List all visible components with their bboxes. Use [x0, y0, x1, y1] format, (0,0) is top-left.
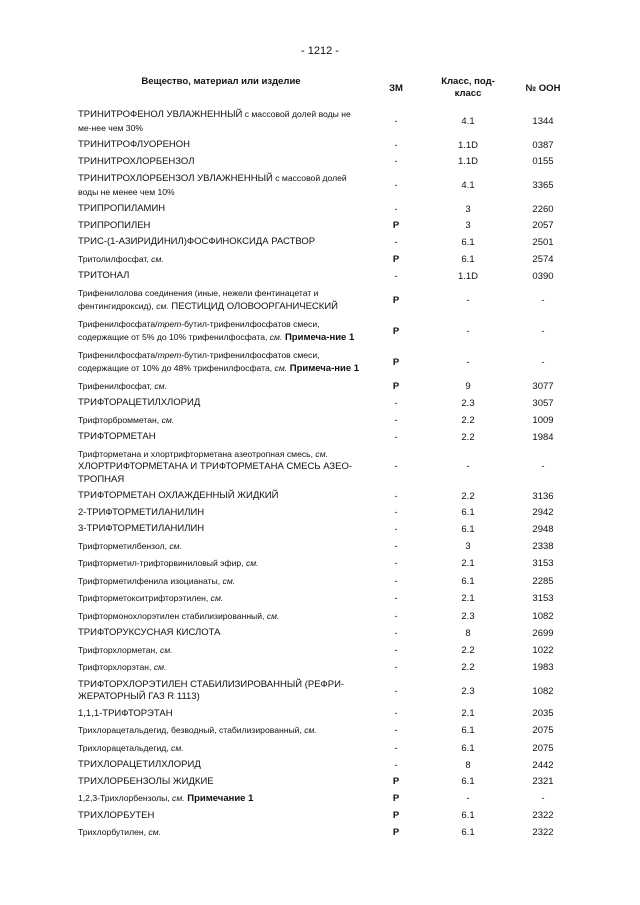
substance-name	[78, 505, 364, 522]
class-cell: 6.1	[461, 507, 475, 519]
header-zm: ЗМ	[389, 83, 403, 94]
substance-text: Примеча-ние 1	[282, 332, 355, 343]
table-row	[78, 395, 578, 412]
substance-text: см.	[161, 414, 175, 425]
un-number-cell: -	[541, 356, 545, 368]
table-row	[78, 706, 578, 723]
class-cell: -	[466, 325, 470, 337]
class-cell: 3	[465, 220, 471, 232]
zm-cell: Р	[392, 220, 400, 232]
table-row	[78, 573, 578, 591]
substance-text: ТРИФТОРМЕТАН ОХЛАЖДЕННЫЙ ЖИДКИЙ	[78, 490, 279, 501]
un-number-cell: 2322	[532, 810, 554, 822]
header-un-number: № ООН	[525, 83, 561, 94]
table-row	[78, 740, 578, 758]
un-number-cell: 2948	[532, 523, 554, 535]
substance-text: Трифторметилбензол,	[78, 540, 170, 551]
table-row	[78, 429, 578, 446]
un-number-cell: 3136	[532, 490, 554, 502]
zm-cell: -	[394, 759, 398, 771]
zm-cell: -	[394, 610, 398, 622]
un-number-cell: 3365	[532, 180, 554, 191]
substance-text: ТРИФТОРУКСУСНАЯ КИСЛОТА	[78, 627, 221, 638]
substance-name	[78, 740, 364, 758]
table-row	[78, 170, 578, 201]
substance-text: ХЛОРТРИФТОРМЕТАНА И ТРИФТОРМЕТАНА СМЕСЬ АЗЕО-ТРОПНАЯ	[78, 461, 353, 485]
table-row	[78, 538, 578, 556]
zm-cell: -	[394, 662, 398, 674]
substance-text: Тритолилфосфат,	[78, 253, 152, 264]
substance-text: Трифторхлорметан,	[78, 644, 161, 655]
substance-text: ТРИНИТРОФЛУОРЕНОН	[78, 139, 191, 150]
substance-text: Трифторметил-трифторвиниловый эфир,	[78, 558, 246, 568]
substance-name	[78, 824, 364, 842]
un-number-cell: 2942	[532, 507, 554, 519]
zm-cell: -	[394, 461, 398, 473]
substance-name	[78, 268, 364, 285]
zm-cell: -	[394, 725, 398, 737]
zm-cell: -	[394, 575, 398, 587]
un-number-cell: 1984	[532, 431, 554, 443]
substance-text: см.	[172, 793, 185, 803]
table-row	[78, 790, 578, 808]
un-number-cell: -	[541, 294, 545, 306]
class-cell: 2.2	[461, 490, 475, 502]
substance-name	[78, 706, 364, 723]
substance-name	[78, 659, 364, 677]
class-cell: 3	[465, 540, 471, 552]
substance-text: Трифенилфосфата/	[78, 349, 158, 360]
class-cell: 9	[465, 380, 471, 392]
zm-cell: Р	[392, 356, 400, 368]
substance-name	[78, 642, 364, 660]
substance-name	[78, 429, 364, 446]
class-cell: 2.2	[461, 431, 475, 443]
substance-text: ТРИХЛОРАЦЕТИЛХЛОРИД	[78, 759, 201, 770]
zm-cell: Р	[392, 827, 400, 839]
zm-cell: -	[394, 593, 398, 605]
substance-name	[78, 251, 364, 269]
substance-name	[78, 378, 364, 396]
un-number-cell: -	[541, 793, 545, 805]
substance-name	[78, 521, 364, 538]
zm-cell: Р	[392, 776, 400, 788]
table-row	[78, 268, 578, 285]
class-cell: 2.3	[461, 685, 475, 697]
zm-cell: -	[394, 523, 398, 535]
class-cell: 2.1	[461, 708, 475, 720]
zm-cell: Р	[392, 380, 400, 392]
un-number-cell: 3153	[532, 558, 554, 570]
substance-text: Трифенилолова соединения (иные, нежели фентинацетат и фентингидроксид),	[78, 287, 319, 311]
substance-text: см.	[154, 380, 167, 391]
substance-text: ТРИС-(1-АЗИРИДИНИЛ)ФОСФИНОКСИДА РАСТВОР	[78, 236, 316, 247]
substance-name	[78, 677, 364, 706]
substance-text: ТРИНИТРОХЛОРБЕНЗОЛ УВЛАЖНЕННЫЙ	[78, 173, 273, 184]
table-row	[78, 608, 578, 626]
substance-name	[78, 555, 364, 573]
un-number-cell: 2501	[532, 236, 554, 248]
substance-name	[78, 808, 364, 825]
substance-text: Трифторметана и хлортрифторметана азеотропная смесь,	[78, 448, 316, 459]
zm-cell: -	[394, 414, 398, 426]
substance-text: см.	[245, 558, 259, 568]
substance-text: см.	[169, 540, 182, 551]
substance-text: Трифтормонохлорэтилен стабилизированный,	[78, 610, 267, 621]
zm-cell: Р	[392, 810, 400, 822]
un-number-cell: 2699	[532, 627, 554, 639]
substance-name	[78, 446, 364, 489]
class-cell: 8	[465, 759, 471, 771]
substance-text: см.	[156, 301, 169, 311]
un-number-cell: 3153	[532, 593, 554, 605]
class-cell: 6.1	[461, 810, 475, 822]
table-row	[78, 285, 578, 316]
substance-text: см.	[160, 644, 173, 655]
class-cell: 2.1	[461, 558, 475, 570]
table-row	[78, 251, 578, 269]
substance-text: ТРИФТОРМЕТАН	[78, 431, 156, 442]
class-cell: 1.1D	[457, 156, 479, 168]
zm-cell: -	[394, 270, 398, 282]
un-number-cell: 3077	[532, 380, 554, 392]
zm-cell: -	[394, 139, 398, 151]
un-number-cell: 2057	[532, 220, 554, 232]
substance-name	[78, 218, 364, 235]
substance-text: ПЕСТИЦИД ОЛОВООРГАНИЧЕСКИЙ	[168, 301, 338, 312]
zm-cell: -	[394, 116, 398, 127]
class-cell: -	[466, 356, 470, 368]
class-cell: 1.1D	[457, 139, 479, 151]
zm-cell: -	[394, 644, 398, 656]
class-cell: 6.1	[461, 742, 475, 754]
substance-text: ТРИХЛОРБЕНЗОЛЫ ЖИДКИЕ	[78, 775, 214, 787]
substance-text: ТРИНИТРОХЛОРБЕНЗОЛ	[78, 155, 195, 167]
un-number-cell: 2338	[532, 540, 554, 552]
un-number-cell: 1983	[532, 662, 554, 674]
table-row	[78, 824, 578, 842]
substance-text: Трихлорацетальдегид,	[78, 742, 172, 753]
substance-name	[78, 285, 364, 316]
class-cell: 6.1	[461, 827, 475, 839]
zm-cell: Р	[392, 253, 400, 265]
zm-cell: -	[394, 156, 398, 168]
substance-text: Трифторхлорэтан,	[78, 662, 154, 672]
un-number-cell: 3057	[532, 397, 554, 409]
substance-text: ТРИХЛОРБУТЕН	[78, 809, 155, 821]
table-row	[78, 642, 578, 660]
substance-name	[78, 757, 364, 774]
un-number-cell: 1082	[532, 610, 554, 622]
substance-name	[78, 488, 364, 505]
substance-text: см.	[269, 332, 283, 342]
substance-text: см.	[274, 363, 288, 373]
substance-text: см.	[315, 448, 328, 459]
substance-text: ТРИФТОРАЦЕТИЛХЛОРИД	[78, 397, 201, 408]
substance-text: -бутил-трифенилфосфатов смеси, содержащие от 10% до 48% трифенилфосфата,	[78, 349, 320, 373]
zm-cell: -	[394, 180, 398, 191]
substance-name	[78, 625, 364, 642]
table-row	[78, 218, 578, 235]
table-row	[78, 590, 578, 608]
substance-text: 2-ТРИФТОРМЕТИЛАНИЛИН	[78, 506, 205, 518]
substance-text: см.	[210, 593, 224, 603]
substance-name	[78, 395, 364, 412]
class-cell: 6.1	[461, 776, 475, 788]
table-row	[78, 106, 578, 137]
class-cell: 2.3	[461, 610, 475, 622]
substance-text: -бутил-трифенилфосфатов смеси, содержащие от 5% до 10% трифенилфосфата,	[78, 318, 320, 342]
un-number-cell: 2574	[532, 253, 554, 265]
substance-text: трет	[157, 349, 182, 360]
substance-text: см.	[151, 253, 164, 264]
table-row	[78, 347, 578, 378]
table-row	[78, 412, 578, 430]
table-row	[78, 808, 578, 825]
class-cell: 2.2	[461, 414, 475, 426]
page-number: - 1212 -	[301, 45, 339, 57]
substance-name	[78, 790, 364, 808]
un-number-cell: 2075	[532, 742, 554, 754]
class-cell: -	[466, 461, 470, 473]
substance-text: Примеча-ние 1	[287, 363, 360, 374]
table-row	[78, 625, 578, 642]
substance-name	[78, 774, 364, 791]
substance-text: Трифторметилфенила изоцианаты,	[78, 575, 223, 586]
substance-text: Трихлорбутилен,	[78, 827, 149, 837]
un-number-cell: 0390	[532, 270, 554, 282]
substance-name	[78, 154, 364, 171]
un-number-cell: 2285	[532, 575, 554, 587]
table-row	[78, 774, 578, 791]
substance-text: ТРИПРОПИЛАМИН	[78, 203, 166, 214]
zm-cell: -	[394, 627, 398, 639]
class-cell: 6.1	[461, 253, 475, 265]
un-number-cell: 2322	[532, 827, 554, 839]
un-number-cell: 2321	[532, 776, 554, 788]
zm-cell: Р	[392, 325, 400, 337]
substance-name	[78, 316, 364, 347]
substance-name	[78, 573, 364, 591]
un-number-cell: -	[541, 325, 545, 337]
zm-cell: -	[394, 431, 398, 443]
zm-cell: -	[394, 742, 398, 754]
class-cell: -	[466, 294, 470, 306]
substance-text: Трихлорацетальдегид, безводный, стабилизированный,	[78, 725, 305, 735]
un-number-cell: 0155	[532, 156, 554, 168]
un-number-cell: 2442	[532, 759, 554, 771]
un-number-cell: 2260	[532, 203, 554, 215]
substance-text: ТРИПРОПИЛЕН	[78, 219, 151, 231]
substance-text: Примечание 1	[184, 793, 254, 804]
substance-text: см.	[153, 662, 167, 672]
substance-text: 1,2,3-Трихлорбензолы,	[78, 793, 173, 803]
table-body	[78, 106, 578, 842]
table-row	[78, 659, 578, 677]
substance-name	[78, 170, 364, 201]
substance-text: см.	[148, 827, 161, 837]
class-cell: 8	[465, 627, 471, 639]
class-cell: 4.1	[461, 180, 475, 191]
table-row	[78, 521, 578, 538]
table-header	[78, 72, 578, 106]
table-row	[78, 505, 578, 522]
table-row	[78, 722, 578, 740]
substance-name	[78, 412, 364, 430]
un-number-cell: 0387	[532, 139, 554, 151]
substance-text: Трифторметокситрифторэтилен,	[78, 593, 211, 603]
zm-cell: -	[394, 708, 398, 720]
substance-name	[78, 722, 364, 740]
substance-name	[78, 608, 364, 626]
substance-text: ТРИНИТРОФЕНОЛ УВЛАЖНЕННЫЙ	[78, 109, 243, 120]
zm-cell: Р	[392, 793, 400, 805]
substance-text: см.	[304, 725, 317, 735]
zm-cell: -	[394, 540, 398, 552]
class-cell: 2.2	[461, 644, 475, 656]
substance-name	[78, 201, 364, 218]
un-number-cell: 1022	[532, 644, 554, 656]
zm-cell: -	[394, 236, 398, 248]
substance-text: Трифторбромметан,	[78, 414, 162, 425]
un-number-cell: 1082	[532, 685, 554, 697]
un-number-cell: 1344	[532, 116, 554, 127]
class-cell: 6.1	[461, 725, 475, 737]
class-cell: 4.1	[461, 116, 475, 127]
table-row	[78, 316, 578, 347]
class-cell: 2.1	[461, 593, 475, 605]
substance-text: 1,1,1-ТРИФТОРЭТАН	[78, 707, 173, 719]
zm-cell: -	[394, 507, 398, 519]
zm-cell: -	[394, 490, 398, 502]
table-row	[78, 555, 578, 573]
substance-text: ТРИФТОРХЛОРЭТИЛЕН СТАБИЛИЗИРОВАННЫЙ (РЕФРИ-ЖЕРАТОРНЫЙ ГАЗ R 1113)	[78, 678, 345, 702]
un-number-cell: -	[541, 461, 545, 473]
table-row	[78, 201, 578, 218]
substance-text: Трифенилфосфата/	[78, 318, 158, 329]
class-cell: 3	[465, 203, 471, 215]
class-cell: 6.1	[461, 575, 475, 587]
un-number-cell: 2075	[532, 725, 554, 737]
substance-text: ТРИТОНАЛ	[78, 270, 130, 281]
substance-name	[78, 234, 364, 251]
un-number-cell: 2035	[532, 708, 554, 720]
table-row	[78, 137, 578, 154]
class-cell: 2.3	[461, 397, 475, 409]
table-row	[78, 757, 578, 774]
zm-cell: -	[394, 203, 398, 215]
zm-cell: -	[394, 397, 398, 409]
substance-text: см.	[171, 742, 184, 753]
substance-name	[78, 106, 364, 137]
zm-cell: -	[394, 685, 398, 697]
substance-text: см.	[266, 610, 280, 621]
un-number-cell: 1009	[532, 414, 554, 426]
class-cell: 1.1D	[457, 270, 479, 282]
substance-name	[78, 347, 364, 378]
substance-text: см.	[222, 575, 236, 586]
class-cell: 6.1	[461, 523, 475, 535]
table-row	[78, 488, 578, 505]
zm-cell: -	[394, 558, 398, 570]
class-cell: 6.1	[461, 236, 475, 248]
header-class: Класс, под-класс	[441, 76, 495, 99]
substance-text: Трифенилфосфат,	[78, 380, 155, 391]
substance-name	[78, 538, 364, 556]
substances-table	[78, 72, 578, 842]
substance-text: 3-ТРИФТОРМЕТИЛАНИЛИН	[78, 523, 205, 534]
table-row	[78, 446, 578, 489]
substance-text: с массовой долей воды не ме-нее чем 30%	[78, 109, 351, 133]
table-row	[78, 677, 578, 706]
substance-name	[78, 137, 364, 154]
table-row	[78, 154, 578, 171]
table-row	[78, 234, 578, 251]
substance-name	[78, 590, 364, 608]
class-cell: 2.2	[461, 662, 475, 674]
substance-text: с массовой долей воды не менее чем 10%	[78, 173, 347, 197]
zm-cell: Р	[392, 294, 400, 306]
table-row	[78, 378, 578, 396]
substance-text: трет	[157, 318, 182, 329]
header-substance: Вещество, материал или изделие	[141, 76, 301, 87]
class-cell: -	[466, 793, 470, 805]
